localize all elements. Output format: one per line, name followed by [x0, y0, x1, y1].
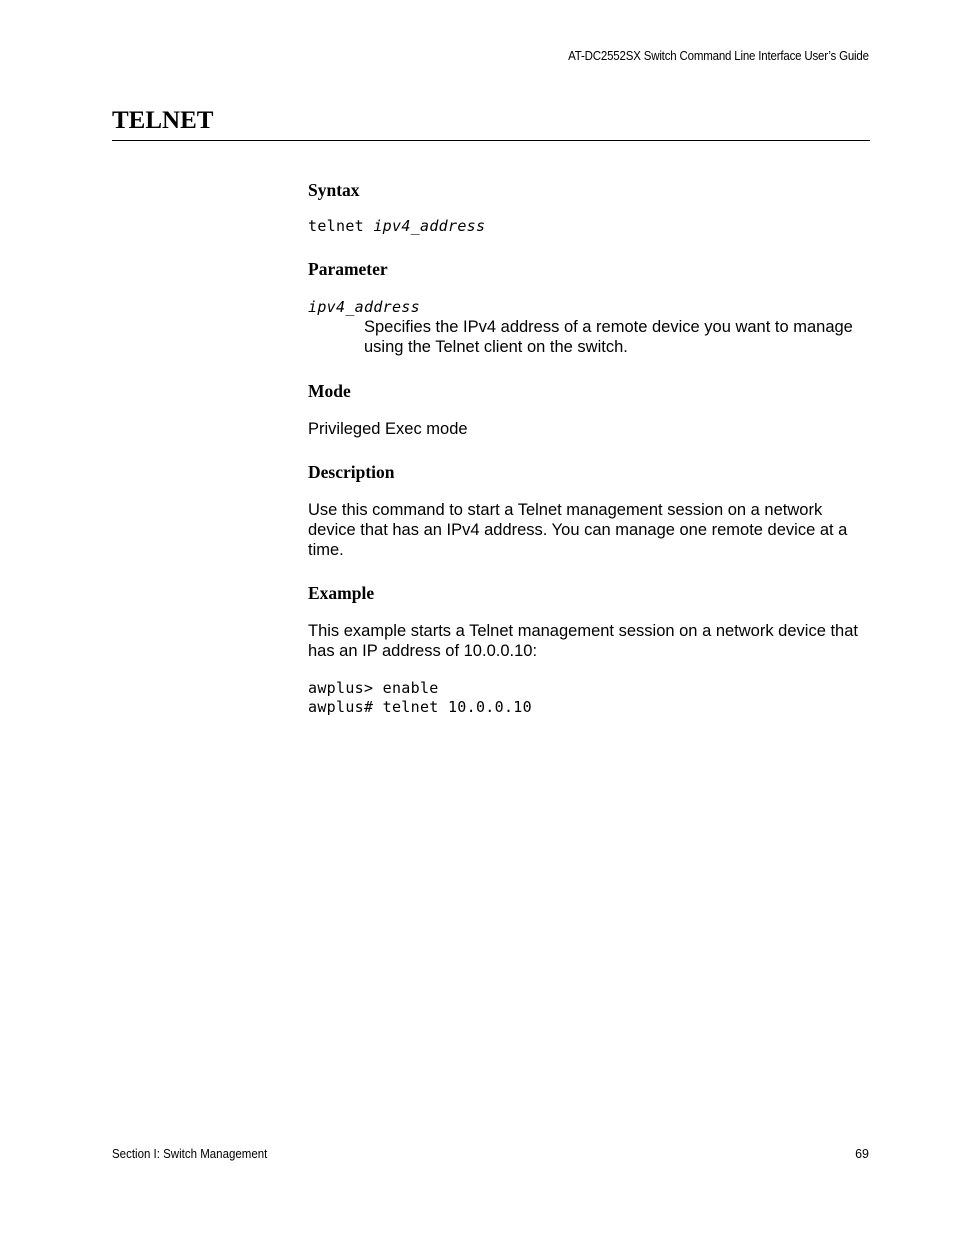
syntax-line — [308, 217, 485, 236]
example-code-line: awplus> enable — [308, 679, 439, 697]
page-title: TELNET — [112, 107, 214, 134]
description-heading: Description — [308, 462, 395, 482]
example-code-line: awplus# telnet 10.0.0.10 — [308, 698, 532, 716]
footer-section: Section I: Switch Management — [112, 1147, 268, 1161]
example-heading: Example — [308, 583, 375, 603]
syntax-command: telnet — [308, 217, 364, 235]
title-rule — [112, 140, 870, 141]
mode-text: Privileged Exec mode — [308, 420, 468, 438]
page-number: 69 — [855, 1147, 869, 1161]
example-text: This example starts a Telnet management session on a network device that has an IP address of 10.0.0.10: — [308, 622, 858, 660]
syntax-argument: ipv4_address — [373, 217, 486, 235]
parameter-description: Specifies the IPv4 address of a remote device you want to manage using the Telnet client on the switch. — [364, 318, 853, 356]
parameter-heading: Parameter — [308, 259, 388, 279]
description-text: Use this command to start a Telnet management session on a network device that has an IPv4 address. You can manage one remote device at a time. — [308, 501, 848, 559]
parameter-name: ipv4_address — [308, 298, 420, 316]
running-header: AT-DC2552SX Switch Command Line Interface User’s Guide — [568, 49, 869, 63]
mode-heading: Mode — [308, 381, 351, 401]
syntax-heading: Syntax — [308, 180, 360, 200]
